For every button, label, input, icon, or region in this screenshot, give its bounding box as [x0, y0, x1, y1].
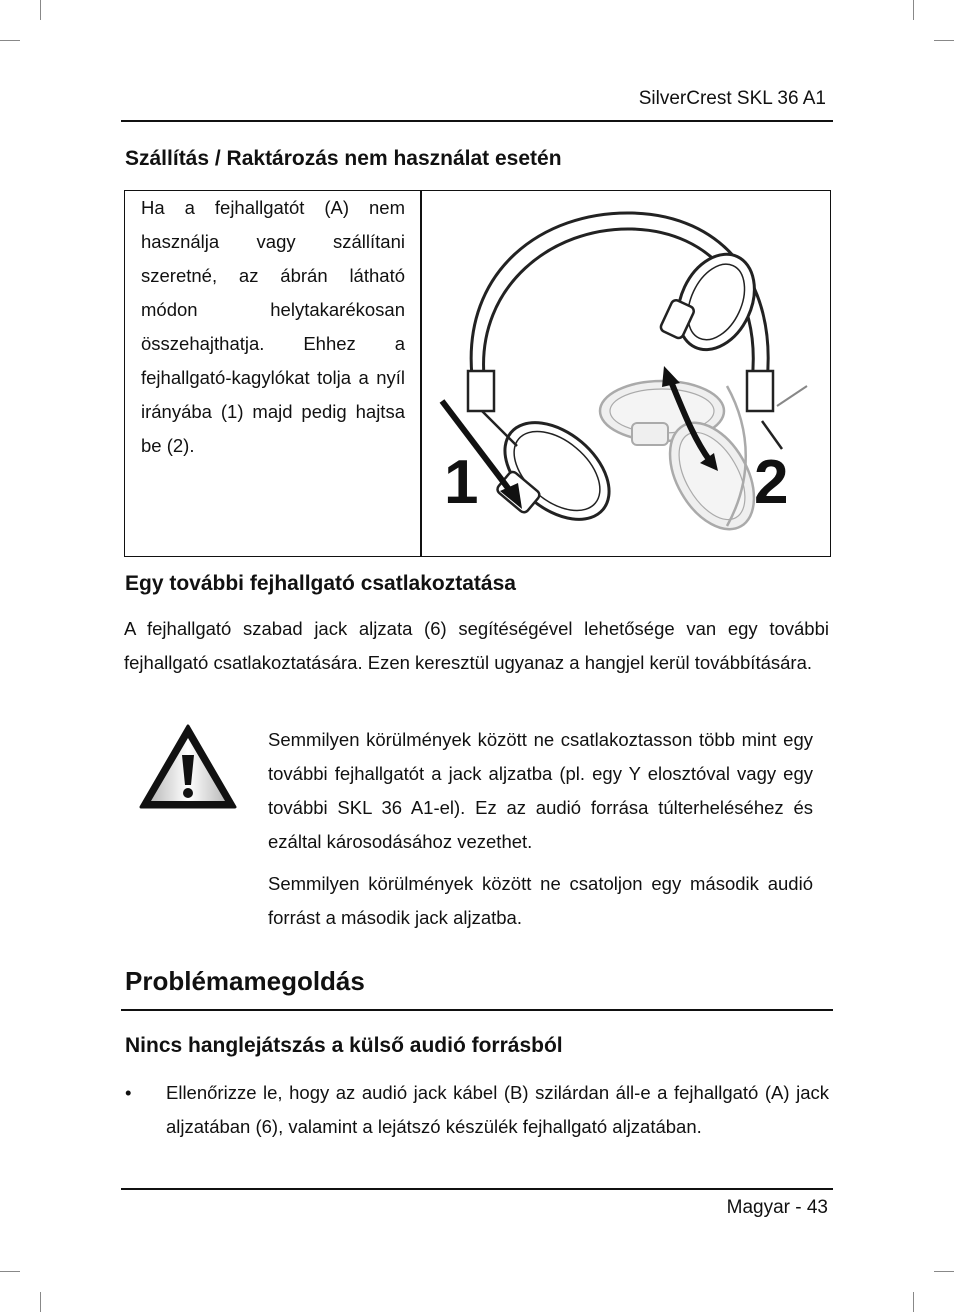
- section-rule: [121, 1009, 833, 1011]
- crop-mark: [0, 40, 20, 41]
- bullet-item: Ellenőrizze le, hogy az audió jack kábel (B) szilárdan áll-e a fejhallgató (A) jack aljzatában (6), valamint a lejátszó készülék fejhallgató aljzatában.: [166, 1082, 829, 1137]
- crop-mark: [934, 1271, 954, 1272]
- warning-text-1: Semmilyen körülmények között ne csatlakoztasson több mint egy további fejhallgatót a jack aljzatba (pl. egy Y elosztóval vagy egy további SKL 36 A1-el). Ez az audió forrása túlterheléséhez és ezáltal károsodásához vezethet.: [268, 729, 813, 852]
- crop-mark: [913, 0, 914, 20]
- section-heading-troubleshooting: Problémamegoldás: [125, 966, 365, 996]
- subheading-no-audio: Nincs hanglejátszás a külső audió forrásból: [125, 1034, 563, 1057]
- footer-rule: [121, 1188, 833, 1190]
- section-heading-extra-headphone: Egy további fejhallgató csatlakoztatása: [125, 572, 516, 595]
- crop-mark: [0, 1271, 20, 1272]
- transport-info-table: [124, 190, 831, 557]
- transport-instructions: Ha a fejhallgatót (A) nem használja vagy szállítani szeretné, az ábrán látható módon helytakarékosan összehajthatja. Ehhez a fejhallgató-kagylókat tolja a nyíl irányába (1) majd pedig hajtsa be (2).: [141, 197, 405, 456]
- crop-mark: [913, 1292, 914, 1312]
- section-heading-transport: Szállítás / Raktározás nem használat esetén: [125, 147, 562, 170]
- figure-label-2: 2: [754, 448, 789, 517]
- bullet-marker: •: [125, 1082, 132, 1103]
- headphone-fold-figure: [422, 191, 830, 556]
- figure-label-1: 1: [444, 448, 479, 517]
- crop-mark: [40, 1292, 41, 1312]
- warning-text-2: Semmilyen körülmények között ne csatoljon egy második audió forrást a második jack aljzatba.: [268, 873, 813, 928]
- warning-triangle-icon: [138, 723, 238, 811]
- page-footer: Magyar - 43: [726, 1197, 828, 1218]
- running-header: SilverCrest SKL 36 A1: [638, 88, 826, 109]
- extra-headphone-paragraph: A fejhallgató szabad jack aljzata (6) segítéségével lehetősége van egy további fejhallgató csatlakoztatására. Ezen keresztül ugyanaz a hangjel kerül továbbítására.: [124, 618, 829, 673]
- crop-mark: [934, 40, 954, 41]
- crop-mark: [40, 0, 41, 20]
- header-rule: [121, 120, 833, 122]
